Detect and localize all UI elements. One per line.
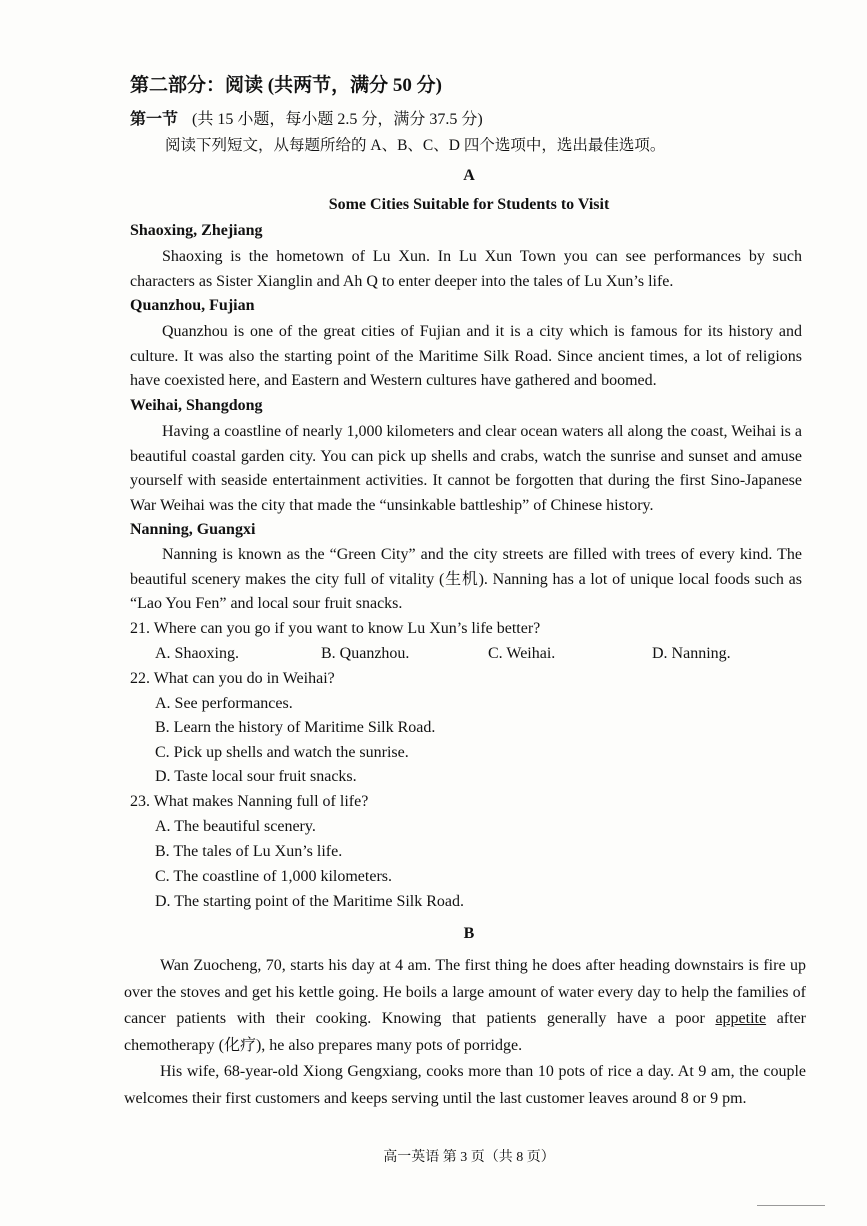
instruction: 阅读下列短文，从每题所给的 A、B、C、D 四个选项中，选出最佳选项。 bbox=[165, 137, 666, 154]
question-21: 21. Where can you go if you want to know Lu Xun’s life better? bbox=[130, 620, 541, 637]
city-text-quanzhou: Quanzhou is one of the great cities of Fujian and it is a city which is famous for its history and culture. It was also the starting point of the Maritime Silk Road. Since ancient times, a lot of religions have coexisted here, and Eastern and Western cultures have gathered and boomed. bbox=[130, 323, 802, 390]
city-heading-weihai: Weihai, Shangdong bbox=[130, 397, 263, 414]
option-23-b: B. The tales of Lu Xun’s life. bbox=[155, 843, 343, 860]
passage-b-letter: B bbox=[463, 925, 475, 942]
city-heading-shaoxing: Shaoxing, Zhejiang bbox=[130, 222, 263, 239]
city-heading-nanning: Nanning, Guangxi bbox=[130, 521, 256, 538]
section-title bbox=[130, 106, 483, 129]
scan-mark bbox=[757, 1205, 825, 1206]
section-label: 第一节 bbox=[130, 111, 179, 128]
page-footer: 高一英语 第 3 页（共 8 页） bbox=[383, 1150, 555, 1165]
underlined-word: appetite bbox=[715, 1010, 767, 1027]
option-21-b: B. Quanzhou. bbox=[321, 645, 410, 662]
option-23-c: C. The coastline of 1,000 kilometers. bbox=[155, 868, 392, 885]
option-22-b: B. Learn the history of Maritime Silk Road. bbox=[155, 719, 436, 736]
option-21-c: C. Weihai. bbox=[488, 645, 556, 662]
passage-a-letter: A bbox=[463, 167, 475, 184]
option-23-d: D. The starting point of the Maritime Silk Road. bbox=[155, 893, 464, 910]
city-text-weihai: Having a coastline of nearly 1,000 kilometers and clear ocean waters all along the coast, Weihai is a beautiful coastal garden city. You can pick up shells and crabs, watch the sunrise and sunset and amuse yourself with seaside entertainment activities. It cannot be forgotten that during the first Sino-Japanese War Weihai was the city that made the “unsinkable battleship” of Chinese history. bbox=[130, 423, 802, 515]
question-22: 22. What can you do in Weihai? bbox=[130, 670, 335, 687]
option-21-a: A. Shaoxing. bbox=[155, 645, 239, 662]
city-text-shaoxing: Shaoxing is the hometown of Lu Xun. In Lu Xun Town you can see performances by such characters as Sister Xianglin and Ah Q to enter deeper into the tales of Lu Xun’s life. bbox=[130, 248, 802, 290]
passage-b-p1-end: after chemotherapy (化疗), he also prepares many pots of porridge. bbox=[124, 1010, 806, 1054]
option-22-a: A. See performances. bbox=[155, 695, 293, 712]
city-text-nanning: Nanning is known as the “Green City” and the city streets are filled with trees of every kind. The beautiful scenery makes the city full of vitality (生机). Nanning has a lot of unique local foods such as “Lao You Fen” and local sour fruit snacks. bbox=[130, 546, 802, 613]
passage-b-p1-start: Wan Zuocheng, 70, starts his day at 4 am. The first thing he does after heading downstairs is fire up over the stoves and get his kettle going. He boils a large amount of water every day to help the families of cancer patients with their cooking. Knowing that patients generally have a poor bbox=[124, 957, 806, 1027]
option-22-c: C. Pick up shells and watch the sunrise. bbox=[155, 744, 409, 761]
passage-a-title: Some Cities Suitable for Students to Visit bbox=[328, 196, 610, 213]
section-detail: (共 15 小题，每小题 2.5 分，满分 37.5 分) bbox=[192, 111, 483, 128]
option-21-d: D. Nanning. bbox=[652, 645, 731, 662]
question-23: 23. What makes Nanning full of life? bbox=[130, 793, 369, 810]
city-heading-quanzhou: Quanzhou, Fujian bbox=[130, 297, 255, 314]
option-22-d: D. Taste local sour fruit snacks. bbox=[155, 768, 357, 785]
part-title: 第二部分：阅读 (共两节，满分 50 分) bbox=[130, 75, 442, 96]
passage-b-paragraph-2: His wife, 68-year-old Xiong Gengxiang, cooks more than 10 pots of rice a day. At 9 am, the couple welcomes their first customers and keeps serving until the last customer leaves around 8 or 9 pm. bbox=[124, 1063, 806, 1107]
passage-b-paragraph-1 bbox=[124, 953, 806, 1059]
option-23-a: A. The beautiful scenery. bbox=[155, 818, 316, 835]
